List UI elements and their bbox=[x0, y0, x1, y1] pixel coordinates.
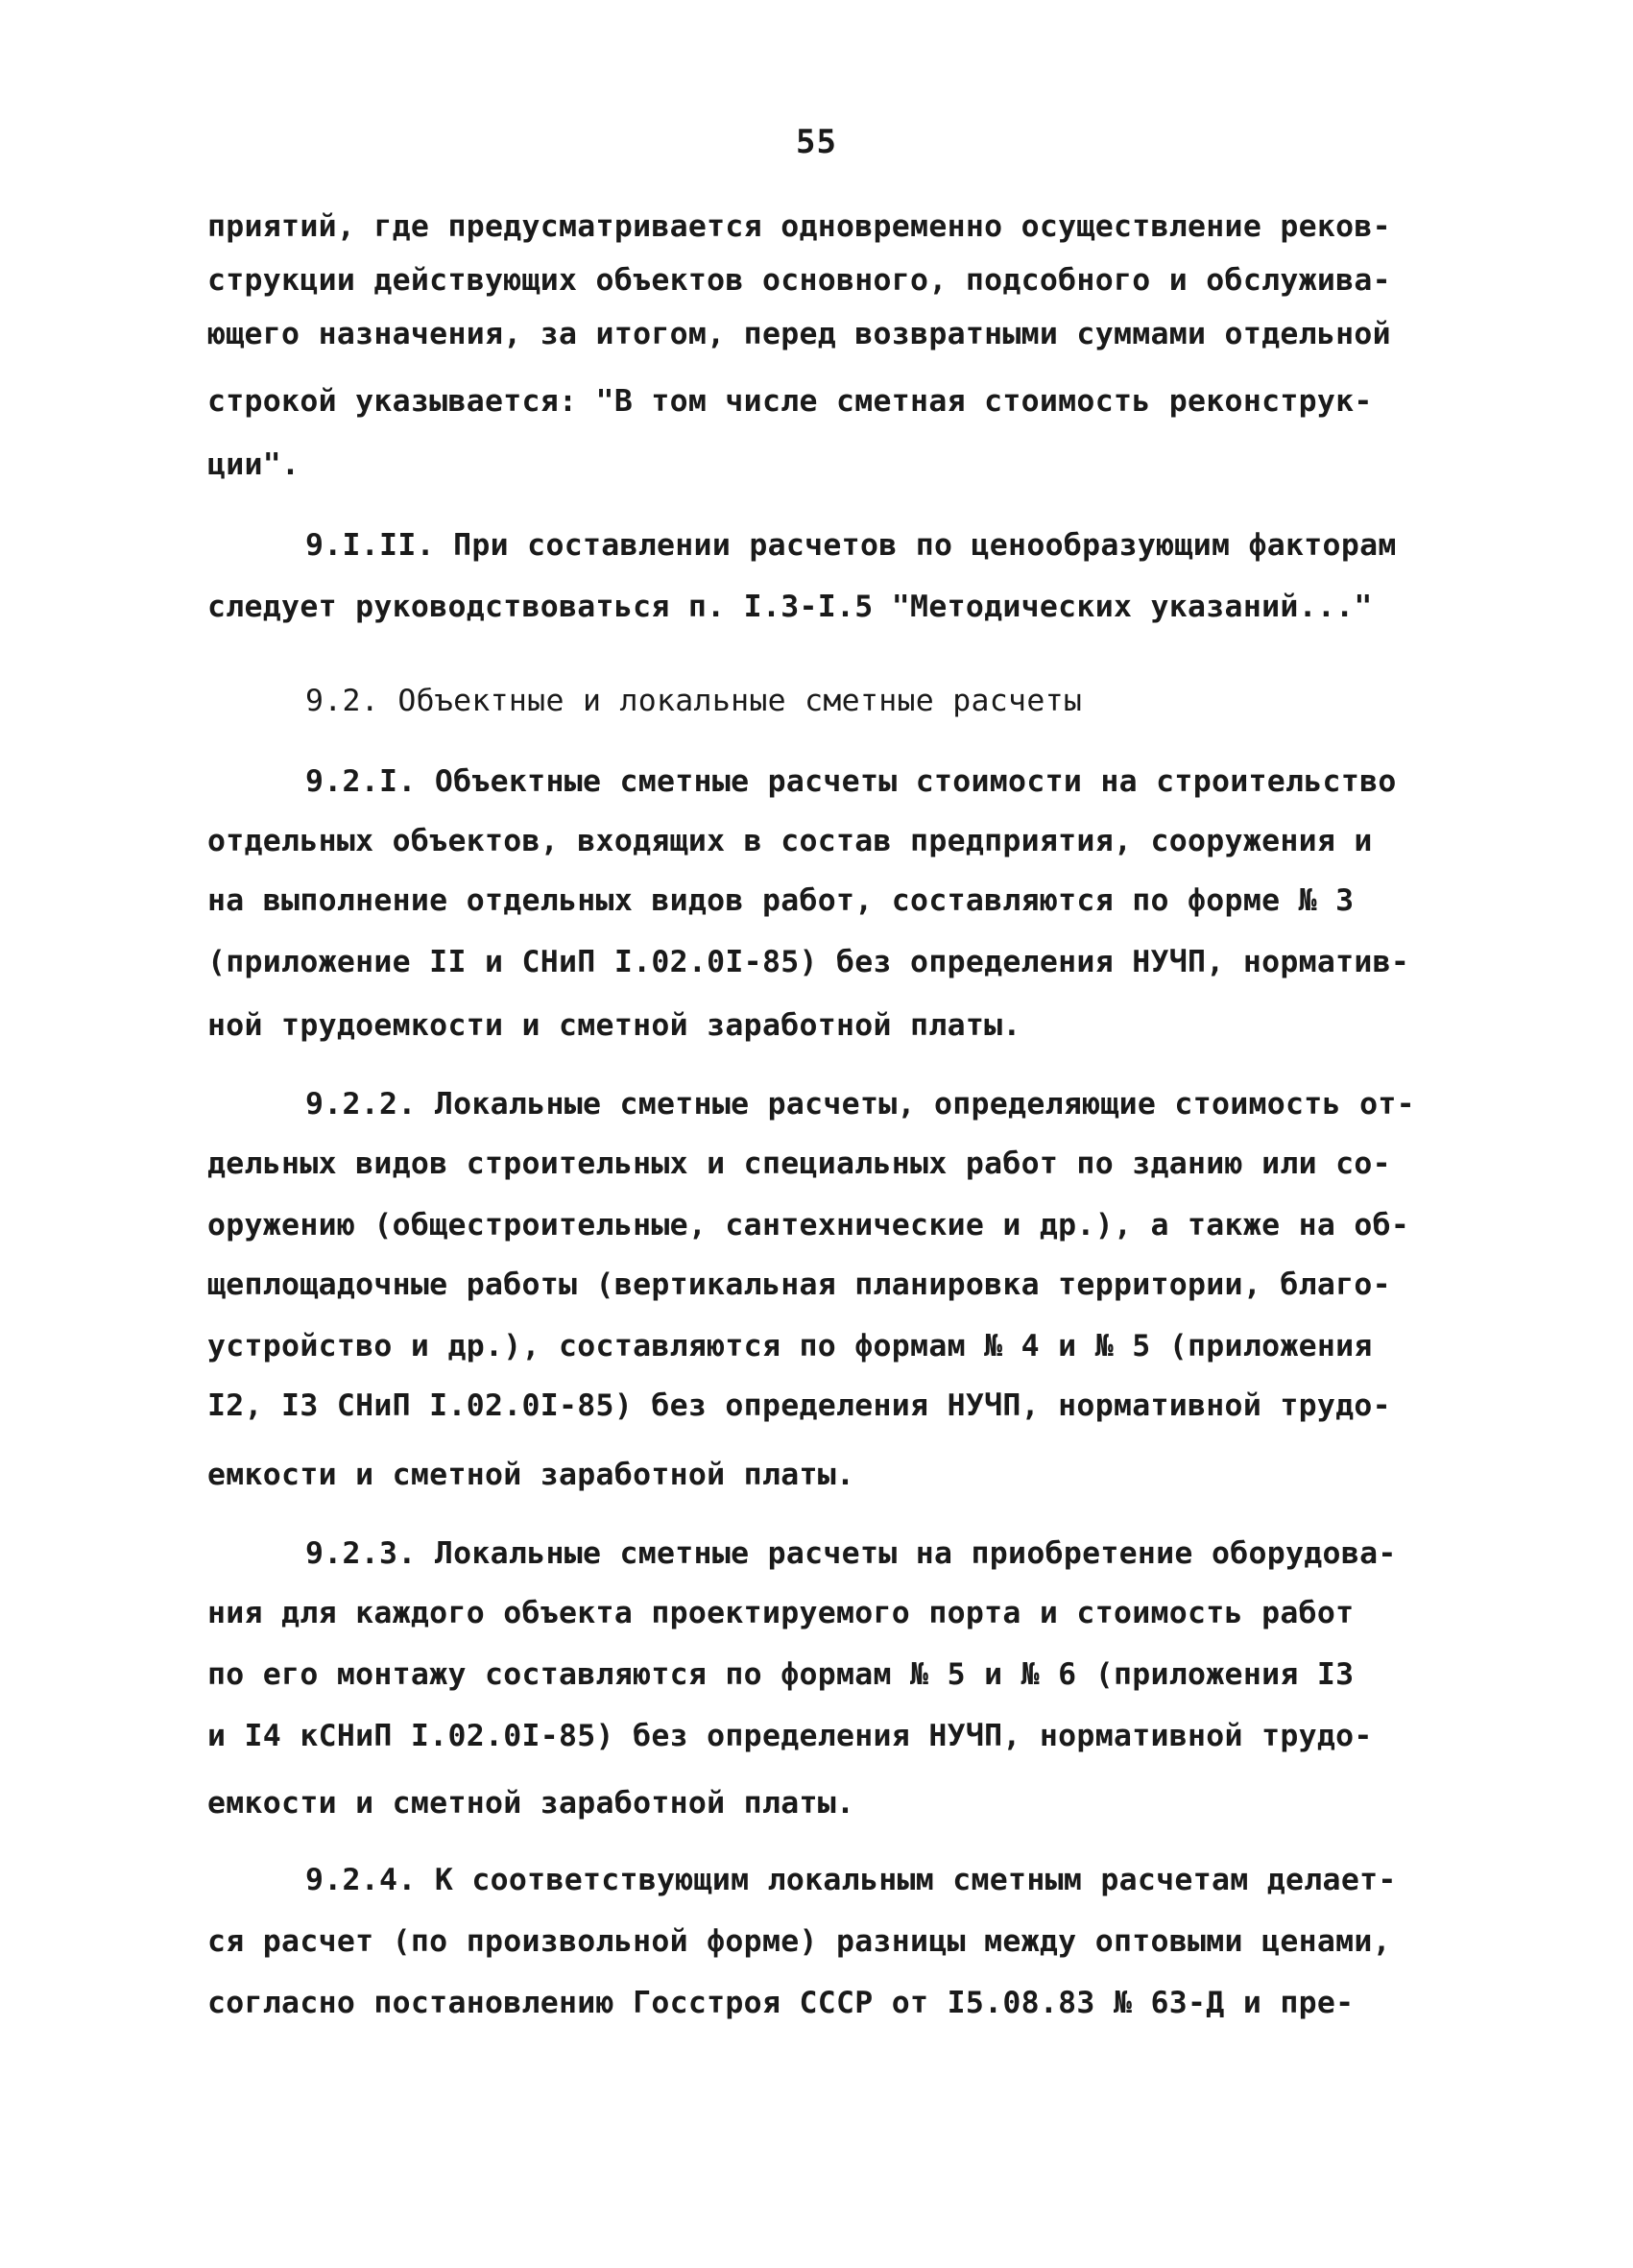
paragraph-line: дельных видов строительных и специальных работ по зданию или со- bbox=[207, 1146, 1391, 1181]
paragraph-line: емкости и сметной заработной платы. bbox=[207, 1458, 855, 1492]
paragraph-line: строкой указывается: "В том числе сметная стоимость реконструк- bbox=[207, 384, 1373, 419]
paragraph-line: ющего назначения, за итогом, перед возвратными суммами отдельной bbox=[207, 317, 1391, 351]
paragraph-line: 9.2.2. Локальные сметные расчеты, определяющие стоимость от- bbox=[305, 1087, 1415, 1122]
section-heading: 9.2. Объектные и локальные сметные расчеты bbox=[305, 684, 1083, 718]
paragraph-line: емкости и сметной заработной платы. bbox=[207, 1786, 855, 1821]
paragraph-line: отдельных объектов, входящих в состав предприятия, сооружения и bbox=[207, 824, 1373, 858]
page-number: 55 bbox=[796, 123, 837, 161]
paragraph-line: приятий, где предусматривается одновременно осуществление реков- bbox=[207, 209, 1391, 244]
paragraph-line: струкции действующих объектов основного, подсобного и обслужива- bbox=[207, 263, 1391, 298]
paragraph-line: ния для каждого объекта проектируемого порта и стоимость работ bbox=[207, 1596, 1355, 1630]
paragraph-line: по его монтажу составляются по формам № 5 и № 6 (приложения I3 bbox=[207, 1657, 1355, 1692]
paragraph-line: 9.2.I. Объектные сметные расчеты стоимости на строительство bbox=[305, 764, 1397, 799]
paragraph-line: ции". bbox=[207, 447, 300, 482]
paragraph-line: оружению (общестроительные, сантехнические и др.), а также на об- bbox=[207, 1208, 1410, 1243]
paragraph-line: устройство и др.), составляются по формам № 4 и № 5 (приложения bbox=[207, 1329, 1373, 1363]
paragraph-line: согласно постановлению Госстроя СССР от I5.08.83 № 63-Д и пре- bbox=[207, 1986, 1355, 2020]
paragraph-line: 9.2.4. К соответствующим локальным сметным расчетам делает- bbox=[305, 1863, 1397, 1897]
paragraph-line: (приложение II и СНиП I.02.0I-85) без определения НУЧП, норматив- bbox=[207, 945, 1410, 979]
paragraph-line: и I4 кСНиП I.02.0I-85) без определения НУЧП, нормативной трудо- bbox=[207, 1719, 1373, 1753]
paragraph-line: I2, I3 СНиП I.02.0I-85) без определения НУЧП, нормативной трудо- bbox=[207, 1388, 1391, 1423]
paragraph-line: щеплощадочные работы (вертикальная планировка территории, благо- bbox=[207, 1267, 1391, 1302]
paragraph-line: 9.I.II. При составлении расчетов по ценообразующим факторам bbox=[305, 528, 1397, 563]
paragraph-line: ной трудоемкости и сметной заработной платы. bbox=[207, 1008, 1021, 1043]
paragraph-line: 9.2.3. Локальные сметные расчеты на приобретение оборудова- bbox=[305, 1536, 1397, 1571]
paragraph-line: ся расчет (по произвольной форме) разницы между оптовыми ценами, bbox=[207, 1924, 1391, 1959]
paragraph-line: следует руководствоваться п. I.3-I.5 "Методических указаний..." bbox=[207, 590, 1373, 624]
paragraph-line: на выполнение отдельных видов работ, составляются по форме № 3 bbox=[207, 883, 1355, 918]
